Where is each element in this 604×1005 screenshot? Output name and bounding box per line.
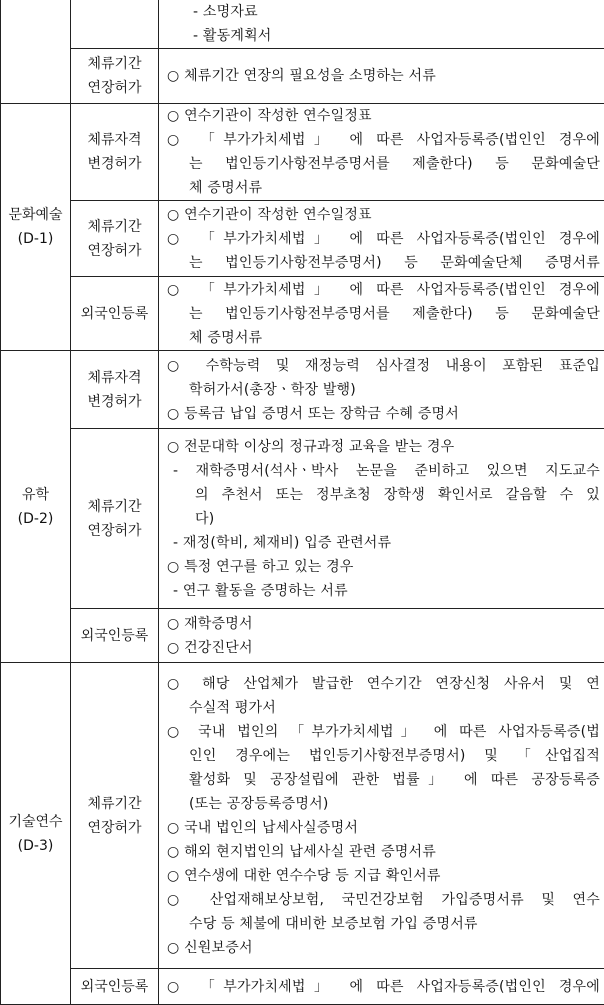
detail-line: ○ 건강진단서 bbox=[167, 636, 600, 660]
sub-category-cell: 체류기간 연장허가 bbox=[71, 429, 159, 609]
sub-category-cell: 체류기간 연장허가 bbox=[71, 49, 159, 104]
sub-category-cell: 외국인등록 bbox=[71, 609, 159, 663]
detail-cell bbox=[159, 351, 604, 429]
category-cell-d2: 유학 (D-2) bbox=[1, 351, 71, 663]
detail-line: 는 법인등기사항전부증명서를 제출한다) 등 문화예술단 bbox=[167, 152, 600, 176]
sub-category-cell: 체류자격 변경허가 bbox=[71, 104, 159, 201]
sub-cell-empty bbox=[71, 0, 159, 49]
detail-line: ○ 수학능력 및 재정능력 심사결정 내용이 포함된 표준입 bbox=[167, 354, 600, 378]
detail-line: - 재학증명서(석사ㆍ박사 논문을 준비하고 있으면 지도교수 bbox=[167, 459, 600, 483]
detail-cell bbox=[159, 277, 604, 351]
detail-cell bbox=[159, 429, 604, 609]
detail-line: ○ 산업재해보상보험, 국민건강보험 가입증명서류 및 연수 bbox=[167, 888, 600, 912]
detail-line: ○ 등록금 납입 증명서 또는 장학금 수혜 증명서 bbox=[167, 402, 600, 426]
detail-line: 수실적 평가서 bbox=[167, 696, 600, 720]
detail-line: ○ 국내 법인의 「부가가치세법」 에 따른 사업자등록증(법 bbox=[167, 720, 600, 744]
detail-line: ○ 재학증명서 bbox=[167, 612, 600, 636]
detail-line: - 연구 활동을 증명하는 서류 bbox=[167, 579, 600, 603]
detail-line: 의 추천서 또는 정부초청 장학생 확인서로 갈음할 수 있 bbox=[167, 483, 600, 507]
detail-line: ○ 체류기간 연장의 필요성을 소명하는 서류 bbox=[167, 64, 600, 88]
detail-line: ○ 전문대학 이상의 정규과정 교육을 받는 경우 bbox=[167, 435, 600, 459]
sub-category-cell: 외국인등록 bbox=[71, 277, 159, 351]
detail-line: ○ 국내 법인의 납세사실증명서 bbox=[167, 816, 600, 840]
detail-cell bbox=[159, 201, 604, 277]
category-cell-d3: 기술연수 (D-3) bbox=[1, 663, 71, 1005]
detail-line: ○ 해당 산업체가 발급한 연수기간 연장신청 사유서 및 연 bbox=[167, 672, 600, 696]
detail-line: ○ 「부가가치세법」 에 따른 사업자등록증(법인인 경우에 bbox=[167, 128, 600, 152]
detail-line: 체 증명서류 bbox=[167, 176, 600, 200]
detail-cell bbox=[159, 969, 604, 1005]
category-cell-empty bbox=[1, 0, 71, 104]
detail-line: ○ 「부가가치세법」 에 따른 사업자등록증(법인인 경우에 bbox=[167, 227, 600, 251]
detail-line: ○ 신원보증서 bbox=[167, 936, 600, 960]
detail-line: ○ 「부가가치세법」 에 따른 사업자등록증(법인인 경우에 bbox=[167, 278, 600, 302]
detail-line: (또는 공장등록증명서) bbox=[167, 792, 600, 816]
detail-line: 활성화 및 공장설립에 관한 법률」 에 따른 공장등록증 bbox=[167, 768, 600, 792]
detail-line: ○ 특정 연구를 하고 있는 경우 bbox=[167, 555, 600, 579]
detail-line: ○ 연수기관이 작성한 연수일정표 bbox=[167, 104, 600, 128]
detail-line: - 재정(학비, 체재비) 입증 관련서류 bbox=[167, 531, 600, 555]
detail-cell bbox=[159, 104, 604, 201]
detail-line: 체 증명서류 bbox=[167, 326, 600, 350]
detail-line: ○ 해외 현지법인의 납세사실 관련 증명서류 bbox=[167, 840, 600, 864]
detail-line: 는 법인등기사항전부증명서) 등 문화예술단체 증명서류 bbox=[167, 251, 600, 275]
detail-line: 는 법인등기사항전부증명서를 제출한다) 등 문화예술단 bbox=[167, 302, 600, 326]
sub-category-cell: 외국인등록 bbox=[71, 969, 159, 1005]
detail-line: ○ 「부가가치세법」 에 따른 사업자등록증(법인인 경우에 bbox=[167, 975, 600, 999]
detail-cell bbox=[159, 0, 604, 49]
detail-line: - 소명자료 bbox=[167, 0, 600, 24]
detail-cell bbox=[159, 663, 604, 969]
sub-category-cell: 체류기간 연장허가 bbox=[71, 663, 159, 969]
detail-line: 인인 경우에는 법인등기사항전부증명서) 및 「산업집적 bbox=[167, 744, 600, 768]
category-cell-d1: 문화예술 (D-1) bbox=[1, 104, 71, 351]
detail-line: 수당 등 체불에 대비한 보증보험 가입 증명서류 bbox=[167, 912, 600, 936]
detail-line: 다) bbox=[167, 507, 600, 531]
detail-line: - 활동계획서 bbox=[167, 24, 600, 48]
detail-line: 학허가서(총장ㆍ학장 발행) bbox=[167, 378, 600, 402]
detail-cell bbox=[159, 49, 604, 104]
sub-category-cell: 체류자격 변경허가 bbox=[71, 351, 159, 429]
detail-cell bbox=[159, 609, 604, 663]
detail-line: ○ 연수기관이 작성한 연수일정표 bbox=[167, 203, 600, 227]
detail-line: ○ 연수생에 대한 연수수당 등 지급 확인서류 bbox=[167, 864, 600, 888]
sub-category-cell: 체류기간 연장허가 bbox=[71, 201, 159, 277]
